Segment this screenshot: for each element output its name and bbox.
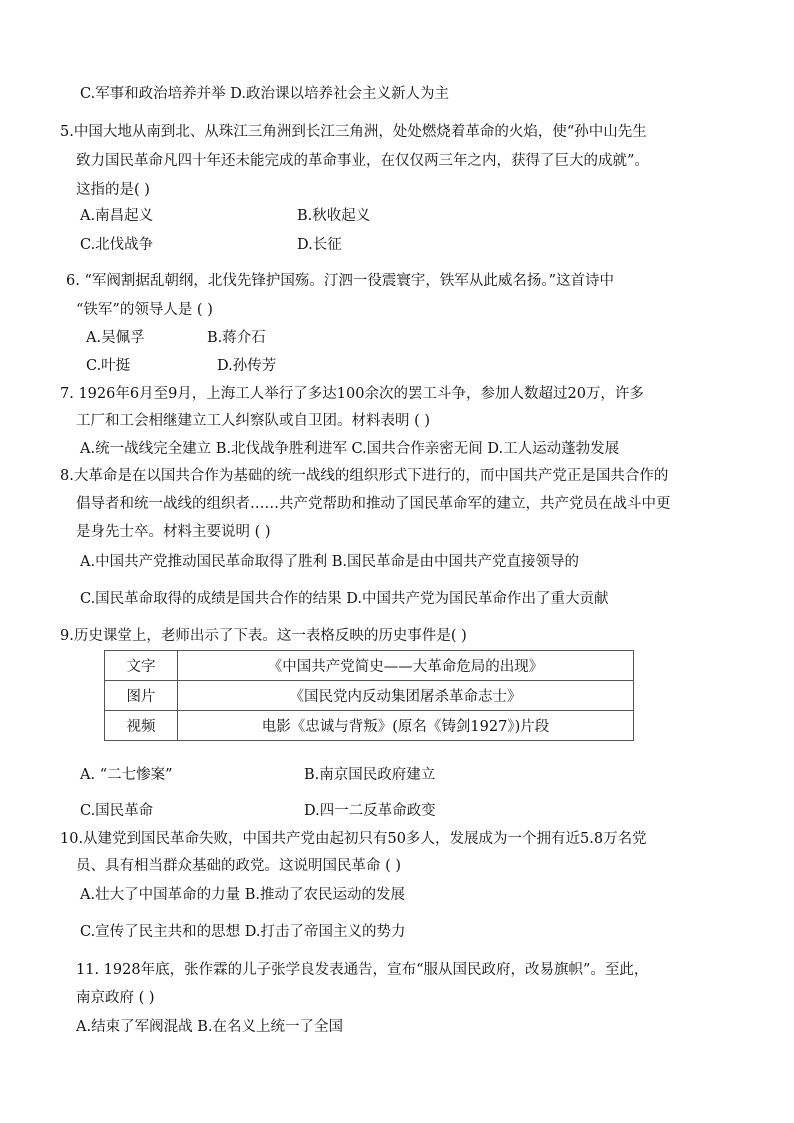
q6-stem-line-1: 6. “军阀割据乱朝纲，北伐先锋护国殇。汀泗一役震寰宇，铁军从此威名扬。”这首诗中 — [66, 273, 615, 289]
q11-stem-line-1: 11. 1928年底，张作霖的儿子张学良发表通告，宣布“服从国民政府，改易旗帜”。至此， — [76, 962, 649, 978]
q8-options-cd: C.国民革命取得的成绩是国共合作的结果 D.中国共产党为国民革命作出了重大贡献 — [80, 591, 609, 607]
q9-option-d: D.四一二反革命政变 — [304, 803, 436, 819]
q6-option-b: B.蒋介石 — [207, 330, 266, 346]
table-cell-type: 文字 — [105, 651, 178, 681]
q10-options-cd: C.宣传了民主共和的思想 D.打击了帝国主义的势力 — [80, 924, 406, 940]
q9-material-table — [104, 650, 634, 741]
q10-stem-line-1: 10.从建党到国民革命失败，中国共产党由起初只有50多人，发展成为一个拥有近5.8万名党 — [60, 831, 647, 847]
q5-option-b: B.秋收起义 — [297, 208, 371, 224]
q8-options-ab: A.中国共产党推动国民革命取得了胜利 B.国民革命是由中国共产党直接领导的 — [80, 554, 579, 570]
q5-stem-line-1: 5.中国大地从南到北、从珠江三角洲到长江三角洲，处处燃烧着革命的火焰，使“孙中山先生 — [60, 124, 647, 140]
q8-stem-line-3: 是身先士卒。材料主要说明 ( ) — [76, 524, 271, 540]
q11-options: A.结束了军阀混战 B.在名义上统一了全国 — [76, 1019, 343, 1035]
q9-stem: 9.历史课堂上，老师出示了下表。这一表格反映的历史事件是( ) — [60, 628, 467, 644]
q9-option-a: A. “二七惨案” — [80, 767, 173, 783]
table-cell-content: 《中国共产党简史——大革命危局的出现》 — [178, 651, 634, 681]
q6-option-d: D.孙传芳 — [217, 358, 277, 374]
table-cell-type: 视频 — [105, 711, 178, 741]
q10-stem-line-2: 员、具有相当群众基础的政党。这说明国民革命 ( ) — [76, 858, 402, 874]
q5-stem-line-3: 这指的是( ) — [76, 182, 150, 198]
q8-stem-line-2: 倡导者和统一战线的组织者……共产党帮助和推动了国民革命军的建立，共产党员在战斗中更 — [76, 496, 671, 512]
q8-stem-line-1: 8.大革命是在以国共合作为基础的统一战线的组织形式下进行的，而中国共产党正是国共合作的 — [60, 468, 669, 484]
q10-options-ab: A.壮大了中国革命的力量 B.推动了农民运动的发展 — [80, 887, 405, 903]
q4-options-cd: C.军事和政治培养并举 D.政治课以培养社会主义新人为主 — [80, 86, 450, 102]
q5-stem-line-2: 致力国民革命凡四十年还未能完成的革命事业，在仅仅两三年之内，获得了巨大的成就”。 — [76, 153, 649, 169]
q5-option-a: A.南昌起义 — [80, 208, 154, 224]
table-cell-content: 《国民党内反动集团屠杀革命志士》 — [178, 681, 634, 711]
q11-stem-line-2: 南京政府 ( ) — [76, 990, 155, 1006]
q6-option-c: C.叶挺 — [86, 358, 131, 374]
q5-option-d: D.长征 — [297, 237, 342, 253]
q7-stem-line-2: 工厂和工会相继建立工人纠察队或自卫团。材料表明 ( ) — [76, 413, 431, 429]
table-row — [105, 651, 634, 681]
q5-option-c: C.北伐战争 — [80, 237, 154, 253]
q9-option-c: C.国民革命 — [80, 803, 154, 819]
table-row — [105, 681, 634, 711]
table-cell-type: 图片 — [105, 681, 178, 711]
q6-option-a: A.吴佩孚 — [86, 330, 145, 346]
table-row — [105, 711, 634, 741]
q6-stem-line-2: “铁军”的领导人是 ( ) — [76, 302, 213, 318]
table-cell-content: 电影《忠诚与背叛》(原名《铸剑1927》)片段 — [178, 711, 634, 741]
q7-options: A.统一战线完全建立 B.北伐战争胜利进军 C.国共合作亲密无间 D.工人运动蓬勃发展 — [80, 441, 620, 457]
q9-option-b: B.南京国民政府建立 — [304, 767, 436, 783]
q7-stem-line-1: 7. 1926年6月至9月，上海工人举行了多达100余次的罢工斗争，参加人数超过20万，许多 — [60, 386, 644, 402]
